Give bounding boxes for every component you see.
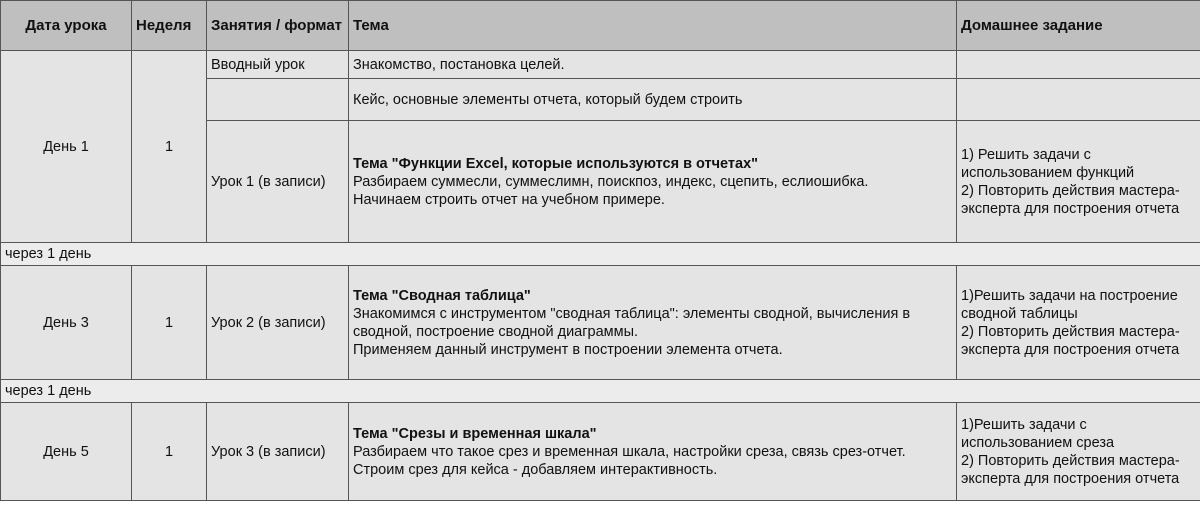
table-row	[1, 403, 1200, 501]
day5-week: 1	[132, 403, 207, 501]
separator-label: через 1 день	[1, 243, 1200, 266]
day1-week: 1	[132, 51, 207, 243]
day3-homework	[957, 266, 1200, 380]
day5-format: Урок 3 (в записи)	[207, 403, 349, 501]
day1-homework-2	[957, 79, 1200, 121]
homework-line: 2) Повторить действия мастера-эксперта для построения отчета	[961, 323, 1180, 358]
day5-homework	[957, 403, 1200, 501]
topic-line: Строим срез для кейса - добавляем интерактивность.	[353, 461, 718, 478]
homework-line: 1)Решить задачи с использованием среза	[961, 416, 1115, 451]
day1-topic-1: Знакомство, постановка целей.	[349, 51, 957, 79]
topic-line: Применяем данный инструмент в построении элемента отчета.	[353, 341, 783, 358]
day1-topic-2: Кейс, основные элементы отчета, который будем строить	[349, 79, 957, 121]
homework-line: 1)Решить задачи на построение сводной таблицы	[961, 287, 1178, 322]
table-row	[1, 51, 1200, 79]
topic-line: Разбираем суммесли, суммеслимн, поискпоз, индекс, сцепить, еслиошибка.	[353, 173, 869, 190]
topic-title: Тема "Функции Excel, которые используются в отчетах"	[353, 155, 759, 172]
homework-line: 1) Решить задачи с использованием функций	[961, 146, 1135, 181]
header-topic: Тема	[349, 1, 957, 51]
day1-lesson-homework	[957, 121, 1200, 243]
day3-topic	[349, 266, 957, 380]
topic-line: Знакомимся с инструментом "сводная таблица": элементы сводной, вычисления в сводной, построение сводной диаграммы.	[353, 305, 911, 340]
topic-line: Начинаем строить отчет на учебном примере.	[353, 191, 665, 208]
day1-date: День 1	[1, 51, 132, 243]
header-row	[1, 1, 1200, 51]
table-row	[1, 266, 1200, 380]
day1-lesson-topic	[349, 121, 957, 243]
day5-topic	[349, 403, 957, 501]
day1-lesson-format: Урок 1 (в записи)	[207, 121, 349, 243]
separator-row	[1, 380, 1200, 403]
day3-date: День 3	[1, 266, 132, 380]
day3-week: 1	[132, 266, 207, 380]
day5-date: День 5	[1, 403, 132, 501]
day1-format-1: Вводный урок	[207, 51, 349, 79]
header-homework: Домашнее задание	[957, 1, 1200, 51]
day1-homework-1	[957, 51, 1200, 79]
day3-format: Урок 2 (в записи)	[207, 266, 349, 380]
separator-label: через 1 день	[1, 380, 1200, 403]
header-week: Неделя	[132, 1, 207, 51]
day1-format-2	[207, 79, 349, 121]
homework-line: 2) Повторить действия мастера-эксперта для построения отчета	[961, 452, 1180, 487]
topic-line: Разбираем что такое срез и временная шкала, настройки среза, связь срез-отчет.	[353, 443, 906, 460]
header-date: Дата урока	[1, 1, 132, 51]
topic-title: Тема "Сводная таблица"	[353, 287, 531, 304]
topic-title: Тема "Срезы и временная шкала"	[353, 425, 597, 442]
separator-row	[1, 243, 1200, 266]
homework-line: 2) Повторить действия мастера-эксперта для построения отчета	[961, 182, 1180, 217]
header-format: Занятия / формат	[207, 1, 349, 51]
